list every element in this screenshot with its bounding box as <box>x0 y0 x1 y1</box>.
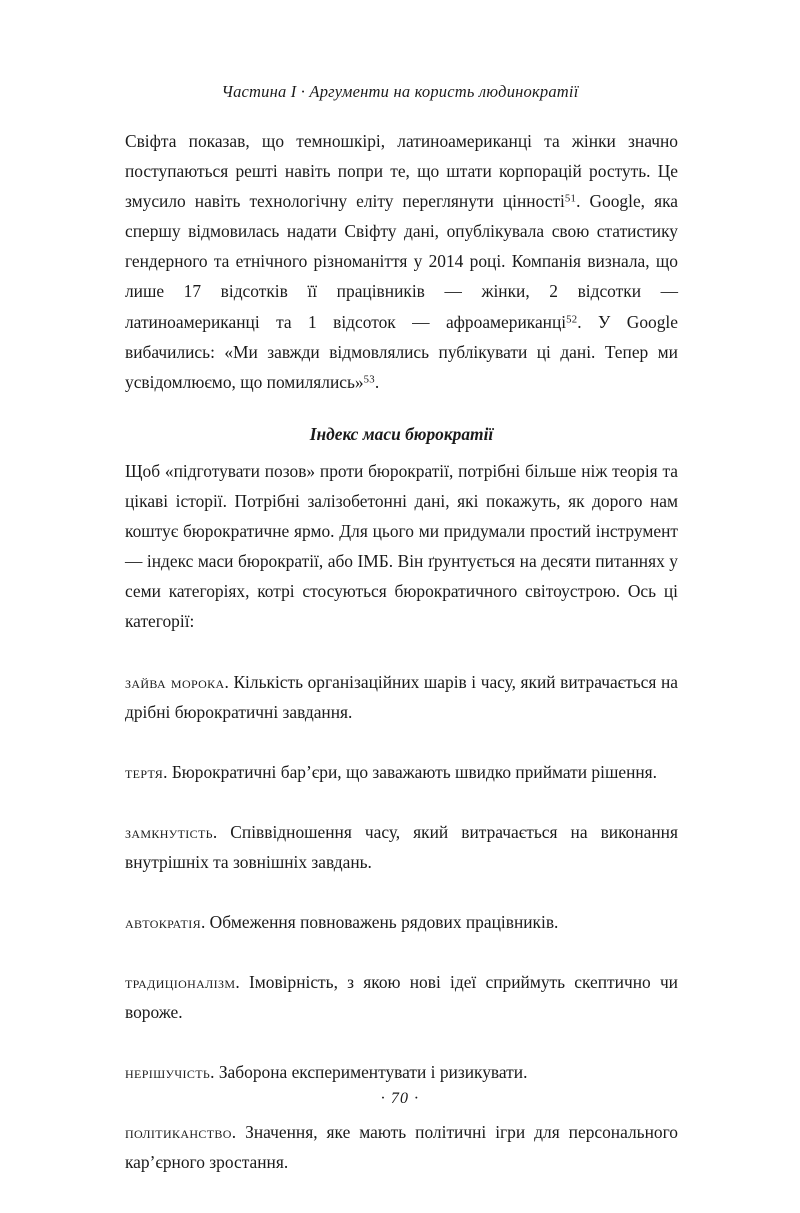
category-separator: . <box>212 821 231 842</box>
category-description: Заборона експериментувати і ризикувати. <box>218 1062 528 1083</box>
footnote-ref-53: 53 <box>363 373 375 386</box>
category-item <box>125 667 678 727</box>
category-description: Бюрократичні бар’єри, що заважають швидко приймати рішення. <box>171 761 658 782</box>
category-separator: . <box>163 761 172 782</box>
category-description: Імовірність, з якою нові ідеї сприймуть скептично чи вороже. <box>125 972 678 1023</box>
category-description: Співвідношення часу, який витрачається на виконання внутрішніх та зовнішніх завдань. <box>125 821 678 872</box>
page-folio: · 70 · <box>380 1090 420 1107</box>
category-term: нерішучість <box>125 1062 211 1083</box>
text-column <box>125 126 678 1178</box>
category-item <box>125 967 678 1027</box>
category-separator: . <box>200 911 210 932</box>
category-item <box>125 907 678 937</box>
category-separator: . <box>235 972 249 993</box>
paragraph-text-segment: . <box>374 371 380 392</box>
category-item <box>125 757 678 787</box>
category-item <box>125 1117 678 1177</box>
paragraph-google-diversity <box>125 126 678 397</box>
category-term: тертя <box>125 761 164 782</box>
category-term: традиціоналізм <box>125 972 236 993</box>
running-head: Частина I · Аргументи на користь людинократії <box>221 82 579 101</box>
list-spacer <box>125 787 678 817</box>
category-description: Кількість організаційних шарів і часу, який витрачається на дрібні бюрократичні завдання. <box>125 671 678 722</box>
paragraph-text-segment: . Google, яка спершу відмовилась надати Свіфту дані, опублікувала свою статистику гендерного та етнічного різноманіття у 2014 році. Компанія визнала, що лише 17 відсотків її працівників — жінки, 2 відсотки — латиноамериканці та 1 відсоток — афроамериканці <box>125 191 678 332</box>
paragraph-text-segment: Свіфта показав, що темношкірі, латиноамериканці та жінки значно поступаються решті навіть попри те, що штати корпорацій ростуть. Це змусило навіть технологічну еліту переглянути цінності <box>125 131 678 212</box>
paragraph-text-segment: . У Google вибачились: «Ми завжди відмовлялись публікувати ці дані. Тепер ми усвідомлюємо, що помилялись» <box>125 311 678 392</box>
category-description: Обмеження повноважень рядових працівників. <box>209 911 559 932</box>
category-separator: . <box>224 671 234 692</box>
category-separator: . <box>231 1122 246 1143</box>
category-separator: . <box>210 1062 219 1083</box>
list-spacer <box>125 727 678 757</box>
list-spacer <box>125 637 678 667</box>
category-term: зайва морока <box>125 671 225 692</box>
category-term: автократія <box>125 911 201 932</box>
footnote-ref-52: 52 <box>566 312 578 325</box>
list-spacer <box>125 1027 678 1057</box>
list-spacer <box>125 937 678 967</box>
list-spacer <box>125 877 678 907</box>
category-term: замкнутість <box>125 821 213 842</box>
category-term: політиканство <box>125 1122 232 1143</box>
category-item <box>125 1057 678 1087</box>
paragraph-bmi-intro: Щоб «підготувати позов» проти бюрократії, потрібні більше ніж теорія та цікаві історії. Потрібні залізобетонні дані, які покажуть, як дорого нам коштує бюрократичне ярмо. Для цього ми придумали простий інструмент — індекс маси бюрократії, або ІМБ. Він ґрунтується на десяти питаннях у семи категоріях, котрі стосуються бюрократичного світоустрою. Ось ці категорії: <box>125 460 678 632</box>
category-description: Значення, яке мають політичні ігри для персонального кар’єрного зростання. <box>125 1122 678 1173</box>
category-item <box>125 817 678 877</box>
footnote-ref-51: 51 <box>564 192 577 205</box>
section-subheading: Індекс маси бюрократії <box>309 423 494 444</box>
